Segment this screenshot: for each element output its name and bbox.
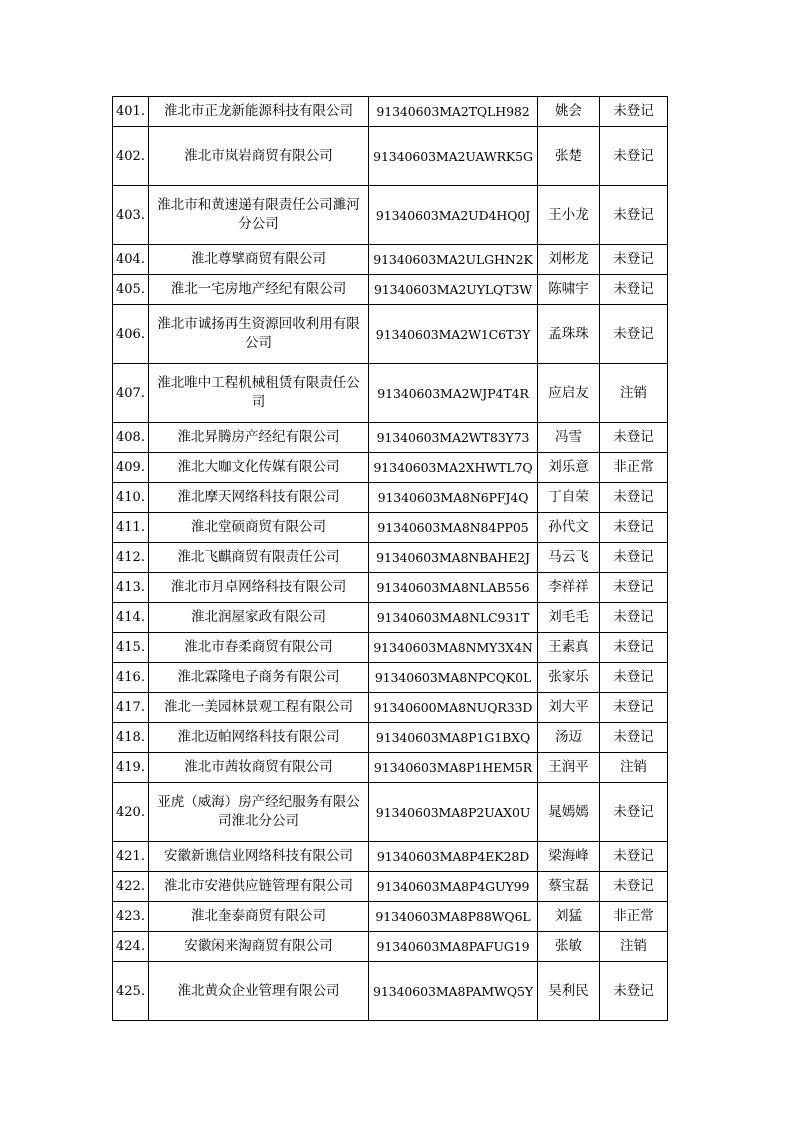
company-name: 淮北市春柔商贸有限公司 (149, 633, 369, 663)
registration-status: 注销 (600, 753, 668, 783)
credit-code: 91340603MA2ULGHN2K (369, 245, 538, 275)
table-row (113, 245, 668, 275)
row-number: 413. (113, 573, 149, 603)
registration-status: 未登记 (600, 245, 668, 275)
table-row (113, 962, 668, 1021)
table-row (113, 453, 668, 483)
row-number: 401. (113, 97, 149, 127)
table-row (113, 603, 668, 633)
credit-code: 91340603MA8NLAB556 (369, 573, 538, 603)
table-row (113, 932, 668, 962)
company-name: 安徽新谯信业网络科技有限公司 (149, 842, 369, 872)
registration-status: 未登记 (600, 723, 668, 753)
legal-representative: 马云飞 (538, 543, 600, 573)
credit-code: 91340603MA8P1G1BXQ (369, 723, 538, 753)
table-row (113, 186, 668, 245)
credit-code: 91340603MA8P2UAX0U (369, 783, 538, 842)
row-number: 412. (113, 543, 149, 573)
legal-representative: 刘猛 (538, 902, 600, 932)
table-row (113, 753, 668, 783)
company-name: 淮北奎泰商贸有限公司 (149, 902, 369, 932)
registration-status: 未登记 (600, 483, 668, 513)
registration-status: 未登记 (600, 423, 668, 453)
company-name: 淮北尊擘商贸有限公司 (149, 245, 369, 275)
table-row (113, 364, 668, 423)
registration-status: 未登记 (600, 186, 668, 245)
table-row (113, 693, 668, 723)
credit-code: 91340603MA2UAWRK5G (369, 127, 538, 186)
row-number: 415. (113, 633, 149, 663)
credit-code: 91340603MA2WJP4T4R (369, 364, 538, 423)
registration-status: 非正常 (600, 453, 668, 483)
table-row (113, 663, 668, 693)
credit-code: 91340603MA8PAFUG19 (369, 932, 538, 962)
company-name: 淮北市月卓网络科技有限公司 (149, 573, 369, 603)
registration-status: 未登记 (600, 633, 668, 663)
row-number: 425. (113, 962, 149, 1021)
legal-representative: 刘乐意 (538, 453, 600, 483)
company-name: 淮北唯中工程机械租赁有限责任公司 (149, 364, 369, 423)
legal-representative: 孟珠珠 (538, 305, 600, 364)
company-name: 淮北市正龙新能源科技有限公司 (149, 97, 369, 127)
company-name: 淮北黄众企业管理有限公司 (149, 962, 369, 1021)
credit-code: 91340603MA8N6PFJ4Q (369, 483, 538, 513)
legal-representative: 陈啸宇 (538, 275, 600, 305)
registration-status: 未登记 (600, 962, 668, 1021)
credit-code: 91340603MA2XHWTL7Q (369, 453, 538, 483)
legal-representative: 晁嫣嫣 (538, 783, 600, 842)
registration-status: 未登记 (600, 872, 668, 902)
credit-code: 91340603MA2UD4HQ0J (369, 186, 538, 245)
legal-representative: 王素真 (538, 633, 600, 663)
table-row (113, 902, 668, 932)
registration-table (112, 96, 668, 1021)
table-row (113, 633, 668, 663)
legal-representative: 蔡宝磊 (538, 872, 600, 902)
legal-representative: 李祥祥 (538, 573, 600, 603)
legal-representative: 王小龙 (538, 186, 600, 245)
company-name: 亚虎（威海）房产经纪服务有限公司淮北分公司 (149, 783, 369, 842)
credit-code: 91340603MA8NMY3X4N (369, 633, 538, 663)
registration-status: 未登记 (600, 783, 668, 842)
row-number: 405. (113, 275, 149, 305)
credit-code: 91340603MA8N84PP05 (369, 513, 538, 543)
company-name: 淮北一美园林景观工程有限公司 (149, 693, 369, 723)
table-row (113, 543, 668, 573)
legal-representative: 张敏 (538, 932, 600, 962)
registration-status: 非正常 (600, 902, 668, 932)
row-number: 416. (113, 663, 149, 693)
credit-code: 91340600MA8NUQR33D (369, 693, 538, 723)
credit-code: 91340603MA8P4GUY99 (369, 872, 538, 902)
row-number: 407. (113, 364, 149, 423)
company-name: 安徽闲来淘商贸有限公司 (149, 932, 369, 962)
registration-status: 注销 (600, 932, 668, 962)
table-row (113, 513, 668, 543)
legal-representative: 孙代文 (538, 513, 600, 543)
row-number: 402. (113, 127, 149, 186)
row-number: 417. (113, 693, 149, 723)
registration-status: 未登记 (600, 693, 668, 723)
table-row (113, 723, 668, 753)
credit-code: 91340603MA8P1HEM5R (369, 753, 538, 783)
registration-status: 未登记 (600, 513, 668, 543)
legal-representative: 应启友 (538, 364, 600, 423)
row-number: 419. (113, 753, 149, 783)
row-number: 404. (113, 245, 149, 275)
registration-status: 未登记 (600, 603, 668, 633)
row-number: 403. (113, 186, 149, 245)
table-row (113, 483, 668, 513)
credit-code: 91340603MA8PAMWQ5Y (369, 962, 538, 1021)
table-row (113, 127, 668, 186)
row-number: 422. (113, 872, 149, 902)
row-number: 406. (113, 305, 149, 364)
credit-code: 91340603MA8P88WQ6L (369, 902, 538, 932)
legal-representative: 汤迈 (538, 723, 600, 753)
table-body (113, 97, 668, 1021)
legal-representative: 吴利民 (538, 962, 600, 1021)
registration-status: 注销 (600, 364, 668, 423)
table-row (113, 305, 668, 364)
company-name: 淮北霖隆电子商务有限公司 (149, 663, 369, 693)
credit-code: 91340603MA2TQLH982 (369, 97, 538, 127)
company-name: 淮北昇腾房产经纪有限公司 (149, 423, 369, 453)
table-row (113, 842, 668, 872)
table-row (113, 872, 668, 902)
credit-code: 91340603MA8NBAHE2J (369, 543, 538, 573)
legal-representative: 丁自荣 (538, 483, 600, 513)
company-name: 淮北润屋家政有限公司 (149, 603, 369, 633)
row-number: 414. (113, 603, 149, 633)
row-number: 410. (113, 483, 149, 513)
legal-representative: 刘大平 (538, 693, 600, 723)
row-number: 420. (113, 783, 149, 842)
credit-code: 91340603MA8NPCQK0L (369, 663, 538, 693)
row-number: 423. (113, 902, 149, 932)
table-row (113, 97, 668, 127)
registration-status: 未登记 (600, 305, 668, 364)
credit-code: 91340603MA2UYLQT3W (369, 275, 538, 305)
company-name: 淮北堂硕商贸有限公司 (149, 513, 369, 543)
registration-status: 未登记 (600, 275, 668, 305)
company-name: 淮北摩天网络科技有限公司 (149, 483, 369, 513)
credit-code: 91340603MA8NLC931T (369, 603, 538, 633)
table-row (113, 573, 668, 603)
company-name: 淮北市茜妆商贸有限公司 (149, 753, 369, 783)
company-name: 淮北飞麒商贸有限责任公司 (149, 543, 369, 573)
legal-representative: 刘彬龙 (538, 245, 600, 275)
legal-representative: 张楚 (538, 127, 600, 186)
table-row (113, 275, 668, 305)
row-number: 409. (113, 453, 149, 483)
company-name: 淮北市安港供应链管理有限公司 (149, 872, 369, 902)
company-name: 淮北迈帕网络科技有限公司 (149, 723, 369, 753)
table-row (113, 423, 668, 453)
registration-status: 未登记 (600, 842, 668, 872)
row-number: 408. (113, 423, 149, 453)
company-name: 淮北大咖文化传媒有限公司 (149, 453, 369, 483)
registration-status: 未登记 (600, 663, 668, 693)
legal-representative: 冯雪 (538, 423, 600, 453)
registration-status: 未登记 (600, 543, 668, 573)
company-name: 淮北市岚岩商贸有限公司 (149, 127, 369, 186)
legal-representative: 姚会 (538, 97, 600, 127)
row-number: 418. (113, 723, 149, 753)
row-number: 421. (113, 842, 149, 872)
row-number: 424. (113, 932, 149, 962)
row-number: 411. (113, 513, 149, 543)
registration-status: 未登记 (600, 573, 668, 603)
registration-status: 未登记 (600, 97, 668, 127)
legal-representative: 梁海峰 (538, 842, 600, 872)
credit-code: 91340603MA8P4EK28D (369, 842, 538, 872)
legal-representative: 张家乐 (538, 663, 600, 693)
company-name: 淮北市和黄速递有限责任公司濉河分公司 (149, 186, 369, 245)
credit-code: 91340603MA2W1C6T3Y (369, 305, 538, 364)
company-name: 淮北一宅房地产经纪有限公司 (149, 275, 369, 305)
table-row (113, 783, 668, 842)
registration-status: 未登记 (600, 127, 668, 186)
company-name: 淮北市诚扬再生资源回收利用有限公司 (149, 305, 369, 364)
credit-code: 91340603MA2WT83Y73 (369, 423, 538, 453)
legal-representative: 刘毛毛 (538, 603, 600, 633)
legal-representative: 王润平 (538, 753, 600, 783)
